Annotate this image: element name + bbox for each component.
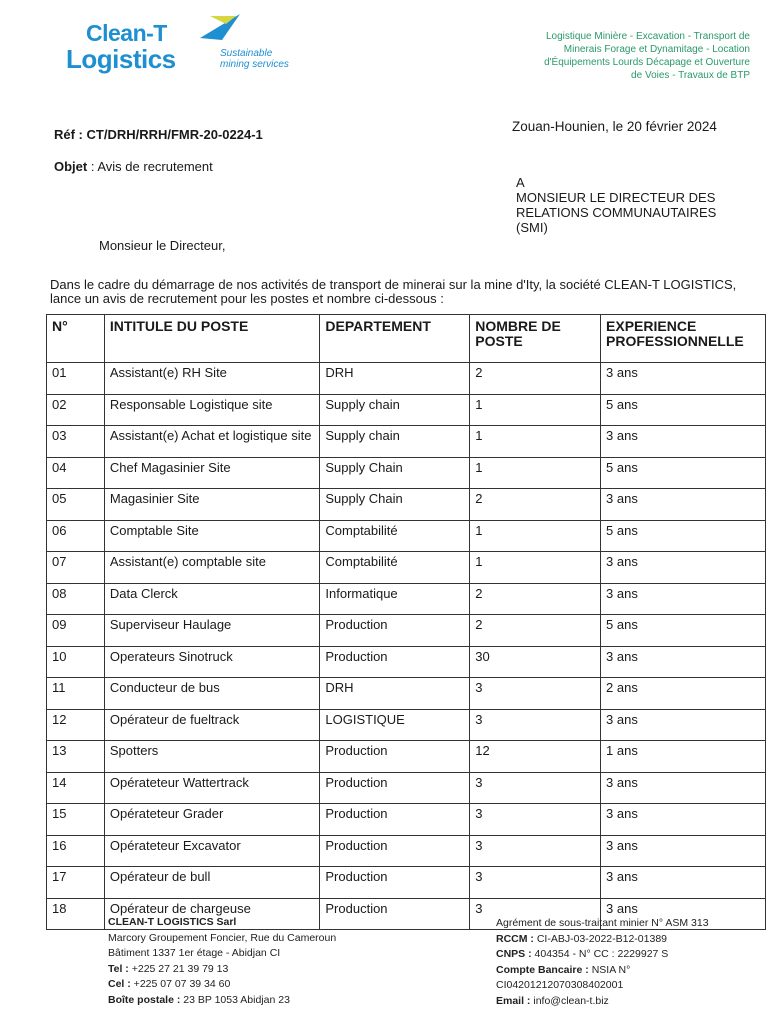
cell-count: 1: [470, 552, 601, 584]
footer-cnps: [496, 947, 709, 963]
cell-title: Opérateteur Grader: [104, 804, 320, 836]
footer-bank-number: CI0420121207030840200​1: [496, 979, 624, 991]
cell-number: 05: [47, 489, 105, 521]
cell-number: 13: [47, 741, 105, 773]
table-row: [47, 615, 766, 647]
company-logo: [64, 10, 314, 74]
bp-label: Boîte postale :: [108, 993, 181, 1006]
cell-title: Opérateur de fueltrack: [104, 709, 320, 741]
subject-label: Objet: [54, 159, 88, 174]
cell-department: Comptabilité: [320, 552, 470, 584]
logo-text-line2: Logistics: [66, 44, 176, 74]
footer-agrement: Agrément de sous-traitant minier N° ASM 313: [496, 917, 709, 929]
cell-department: Supply Chain: [320, 457, 470, 489]
activities-line: d'Équipements Lourds Décapage et Ouverture: [544, 57, 750, 68]
cell-experience: 3 ans: [601, 583, 766, 615]
cell-department: Comptabilité: [320, 520, 470, 552]
cell-count: 3: [470, 898, 601, 930]
table-row: [47, 804, 766, 836]
cell-title: Spotters: [104, 741, 320, 773]
bp-value: 23 BP 1053 Abidjan 23: [180, 993, 290, 1006]
footer-rccm: [496, 932, 709, 948]
cell-number: 09: [47, 615, 105, 647]
cell-department: Informatique: [320, 583, 470, 615]
footer-email: [496, 994, 709, 1010]
header-number: N°: [47, 315, 105, 363]
cell-experience: 5 ans: [601, 394, 766, 426]
cell-experience: 3 ans: [601, 835, 766, 867]
header-title: INTITULE DU POSTE: [104, 315, 320, 363]
footer-tel: [108, 962, 336, 978]
cell-number: 17: [47, 867, 105, 899]
table-row: [47, 646, 766, 678]
positions-table: [46, 314, 766, 930]
cell-department: Production: [320, 835, 470, 867]
cell-number: 14: [47, 772, 105, 804]
cell-department: Production: [320, 898, 470, 930]
cell-department: Supply chain: [320, 426, 470, 458]
cell-title: Assistant(e) RH Site: [104, 363, 320, 395]
cell-title: Comptable Site: [104, 520, 320, 552]
cell-experience: 1 ans: [601, 741, 766, 773]
cell-count: 3: [470, 804, 601, 836]
logo-tagline: [220, 48, 289, 70]
cell-experience: 3 ans: [601, 898, 766, 930]
cell-experience: 3 ans: [601, 709, 766, 741]
cell-experience: 5 ans: [601, 615, 766, 647]
recipient-address: [516, 175, 756, 235]
cell-title: Assistant(e) Achat et logistique site: [104, 426, 320, 458]
table-row: [47, 583, 766, 615]
footer-company-info: [108, 915, 336, 1008]
cell-number: 11: [47, 678, 105, 710]
cell-number: 01: [47, 363, 105, 395]
header-experience: EXPERIENCE PROFESSIONNELLE: [601, 315, 766, 363]
cell-count: 3: [470, 678, 601, 710]
cell-department: DRH: [320, 678, 470, 710]
recipient-line: RELATIONS COMMUNAUTAIRES: [516, 205, 717, 220]
intro-paragraph: Dans le cadre du démarrage de nos activités de transport de minerai sur la mine d'Ity, la société CLEAN-T LOGISTICS, lance un avis de recrutement pour les postes et nombre ci-dessous :: [50, 277, 737, 306]
logo-flag-icon: [196, 10, 244, 42]
activities-line: de Voies - Travaux de BTP: [631, 70, 750, 81]
email-value[interactable]: info@clean-t.biz: [530, 994, 609, 1007]
letter-subject: [54, 159, 213, 174]
table-row: [47, 835, 766, 867]
footer-address-line: Bâtiment 1337 1er étage - Abidjan CI: [108, 947, 281, 959]
cnps-value: 404354 - N° CC : 2229927 S: [531, 948, 669, 960]
cell-count: 3: [470, 835, 601, 867]
table-row: [47, 520, 766, 552]
cell-experience: 5 ans: [601, 457, 766, 489]
cell-count: 2: [470, 615, 601, 647]
cell-title: Opérateteur Wattertrack: [104, 772, 320, 804]
cell-count: 30: [470, 646, 601, 678]
email-label: Email :: [496, 994, 531, 1007]
cell-count: 2: [470, 583, 601, 615]
table-row: [47, 678, 766, 710]
activities-line: Minerais Forage et Dynamitage - Location: [563, 44, 750, 55]
footer-company-name: CLEAN-T LOGISTICS Sarl: [108, 916, 237, 928]
footer-bp: [108, 993, 336, 1009]
cell-number: 18: [47, 898, 105, 930]
cell-title: Responsable Logistique site: [104, 394, 320, 426]
tagline-line1: Sustainable: [220, 48, 273, 59]
cell-number: 02: [47, 394, 105, 426]
cell-count: 1: [470, 426, 601, 458]
cell-experience: 3 ans: [601, 646, 766, 678]
cell-department: Production: [320, 615, 470, 647]
cell-department: Production: [320, 741, 470, 773]
cell-experience: 3 ans: [601, 804, 766, 836]
cell-count: 12: [470, 741, 601, 773]
cell-number: 06: [47, 520, 105, 552]
cell-title: Assistant(e) comptable site: [104, 552, 320, 584]
cell-experience: 3 ans: [601, 426, 766, 458]
tel-label: Tel :: [108, 962, 129, 975]
cell-count: 1: [470, 457, 601, 489]
tel-value: +225 27 21 39 79 13: [128, 962, 229, 975]
cell-number: 10: [47, 646, 105, 678]
table-header-row: [47, 315, 766, 363]
bank-value: NSIA N°: [588, 963, 631, 976]
cell-department: Production: [320, 772, 470, 804]
table-row: [47, 457, 766, 489]
recipient-line: MONSIEUR LE DIRECTEUR DES: [516, 190, 716, 205]
cell-department: LOGISTIQUE: [320, 709, 470, 741]
cell-number: 12: [47, 709, 105, 741]
bank-label: Compte Bancaire :: [496, 963, 589, 976]
table-row: [47, 709, 766, 741]
cell-number: 03: [47, 426, 105, 458]
cel-value: +225 07 07 39 34 60: [130, 978, 231, 990]
cell-title: Magasinier Site: [104, 489, 320, 521]
cell-department: Supply Chain: [320, 489, 470, 521]
table-row: [47, 426, 766, 458]
letter-date: Zouan-Hounien, le 20 février 2024: [512, 119, 717, 134]
cell-department: Supply chain: [320, 394, 470, 426]
header-count: NOMBRE DE POSTE: [470, 315, 601, 363]
salutation: Monsieur le Directeur,: [99, 238, 226, 253]
subject-text: : Avis de recrutement: [87, 159, 213, 174]
cnps-label: CNPS :: [496, 948, 532, 960]
cell-count: 3: [470, 772, 601, 804]
cell-number: 04: [47, 457, 105, 489]
cell-department: Production: [320, 646, 470, 678]
cell-experience: 2 ans: [601, 678, 766, 710]
cell-title: Superviseur Haulage: [104, 615, 320, 647]
table-row: [47, 741, 766, 773]
cell-title: Operateurs Sinotruck: [104, 646, 320, 678]
cell-title: Opérateteur Excavator: [104, 835, 320, 867]
table-row: [47, 489, 766, 521]
cell-count: 2: [470, 363, 601, 395]
header-department: DEPARTEMENT: [320, 315, 470, 363]
reference-number: Réf : CT/DRH/RRH/FMR-20-0224-1: [54, 127, 263, 142]
footer-bank: [496, 963, 709, 979]
cell-number: 16: [47, 835, 105, 867]
cell-experience: 3 ans: [601, 489, 766, 521]
tagline-line2: mining services: [220, 59, 289, 70]
recipient-line: (SMI): [516, 220, 548, 235]
cell-count: 1: [470, 520, 601, 552]
cell-number: 07: [47, 552, 105, 584]
cell-count: 3: [470, 867, 601, 899]
cell-department: Production: [320, 804, 470, 836]
cell-title: Opérateur de bull: [104, 867, 320, 899]
cell-number: 15: [47, 804, 105, 836]
company-activities: [510, 30, 750, 82]
cell-experience: 3 ans: [601, 772, 766, 804]
cell-experience: 3 ans: [601, 363, 766, 395]
rccm-label: RCCM :: [496, 932, 534, 945]
cell-experience: 3 ans: [601, 552, 766, 584]
table-row: [47, 772, 766, 804]
activities-line: Logistique Minière - Excavation - Transport de: [546, 31, 750, 42]
recipient-line: A: [516, 175, 525, 190]
cell-title: Conducteur de bus: [104, 678, 320, 710]
cell-experience: 5 ans: [601, 520, 766, 552]
cell-number: 08: [47, 583, 105, 615]
table-row: [47, 552, 766, 584]
cell-experience: 3 ans: [601, 867, 766, 899]
cell-title: Data Clerck: [104, 583, 320, 615]
cell-count: 2: [470, 489, 601, 521]
cell-title: Chef Magasinier Site: [104, 457, 320, 489]
table-row: [47, 394, 766, 426]
cell-department: Production: [320, 867, 470, 899]
footer-cel: [108, 977, 336, 993]
cell-title: Opérateur de chargeuse: [104, 898, 320, 930]
cell-count: 3: [470, 709, 601, 741]
logo-text-line1: Clean-T: [86, 20, 167, 46]
table-row: [47, 867, 766, 899]
table-row: [47, 363, 766, 395]
footer-legal-info: [496, 916, 709, 1009]
cell-count: 1: [470, 394, 601, 426]
cel-label: Cel :: [108, 978, 131, 990]
rccm-value: CI-ABJ-03-2022-B12-01389: [533, 932, 667, 945]
cell-department: DRH: [320, 363, 470, 395]
footer-address-line: Marcory Groupement Foncier, Rue du Cameroun: [108, 931, 337, 944]
